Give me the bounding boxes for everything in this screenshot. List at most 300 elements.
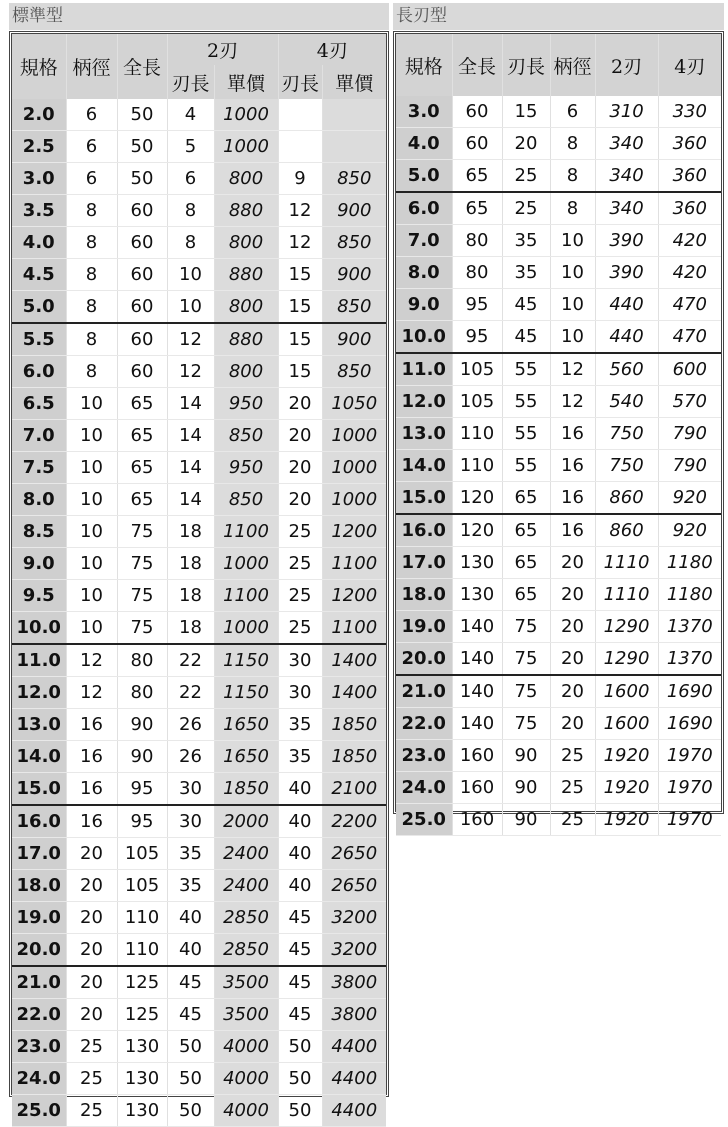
table-cell: 1600 (595, 708, 658, 740)
table-cell: 5.5 (12, 323, 66, 356)
table-cell: 1290 (595, 611, 658, 643)
table-cell: 50 (278, 1031, 322, 1063)
table-cell: 8.5 (12, 516, 66, 548)
long-table-body (396, 96, 721, 836)
table-cell (278, 99, 322, 131)
standard-table (12, 34, 386, 1127)
table-cell: 3800 (322, 999, 386, 1031)
table-cell: 105 (452, 386, 502, 418)
table-cell: 10 (550, 289, 595, 321)
table-row (396, 160, 721, 193)
table-cell: 600 (658, 353, 721, 386)
table-cell: 75 (117, 580, 167, 612)
table-cell: 1000 (214, 612, 278, 645)
table-cell: 25 (502, 192, 550, 225)
table-cell: 1110 (595, 547, 658, 579)
table-cell: 60 (117, 323, 167, 356)
table-cell: 95 (117, 805, 167, 838)
table-cell: 25 (550, 804, 595, 836)
table-cell: 60 (117, 291, 167, 324)
table-cell: 12 (278, 227, 322, 259)
table-cell: 4.0 (12, 227, 66, 259)
table-cell: 10.0 (12, 612, 66, 645)
table-cell: 21.0 (12, 966, 66, 999)
table-cell (322, 131, 386, 163)
table-row (396, 514, 721, 547)
table-cell: 40 (278, 838, 322, 870)
table-cell: 7.0 (396, 225, 452, 257)
table-cell: 75 (117, 516, 167, 548)
table-row (396, 192, 721, 225)
table-cell: 60 (117, 259, 167, 291)
table-cell: 4.0 (396, 128, 452, 160)
table-cell: 13.0 (396, 418, 452, 450)
table-cell: 1920 (595, 740, 658, 772)
long-header-total-length: 全長 (452, 34, 502, 96)
table-cell: 800 (214, 291, 278, 324)
table-cell: 2650 (322, 838, 386, 870)
table-cell: 12 (66, 677, 117, 709)
table-cell: 35 (502, 257, 550, 289)
table-row (12, 677, 386, 709)
table-cell: 1000 (322, 420, 386, 452)
table-cell: 20 (550, 611, 595, 643)
table-cell: 25 (550, 772, 595, 804)
table-cell: 50 (167, 1095, 214, 1127)
table-cell: 13.0 (12, 709, 66, 741)
table-cell: 16 (66, 805, 117, 838)
table-cell: 50 (278, 1095, 322, 1127)
table-cell: 3.0 (396, 96, 452, 128)
table-cell: 16.0 (12, 805, 66, 838)
table-cell: 470 (658, 321, 721, 354)
table-cell: 60 (452, 128, 502, 160)
table-cell: 920 (658, 514, 721, 547)
table-cell: 20.0 (396, 643, 452, 676)
table-cell: 1690 (658, 675, 721, 708)
table-cell: 1690 (658, 708, 721, 740)
table-row (12, 805, 386, 838)
table-cell: 55 (502, 418, 550, 450)
table-row (12, 291, 386, 324)
table-cell: 1400 (322, 644, 386, 677)
table-cell: 45 (502, 289, 550, 321)
table-cell: 18 (167, 548, 214, 580)
table-cell: 1970 (658, 804, 721, 836)
table-cell: 2.0 (12, 99, 66, 131)
table-cell: 65 (502, 514, 550, 547)
table-cell: 6 (167, 163, 214, 195)
table-cell: 8 (66, 227, 117, 259)
header-four-flute-blade: 刃長 (278, 65, 322, 99)
table-cell: 55 (502, 386, 550, 418)
table-cell: 790 (658, 450, 721, 482)
table-cell: 390 (595, 225, 658, 257)
table-cell: 10 (66, 484, 117, 516)
table-cell: 25 (278, 580, 322, 612)
table-cell: 12.0 (12, 677, 66, 709)
table-cell: 30 (167, 805, 214, 838)
table-cell: 45 (502, 321, 550, 354)
table-cell: 1100 (322, 548, 386, 580)
table-cell: 60 (117, 356, 167, 388)
table-cell: 1850 (322, 709, 386, 741)
table-row (12, 580, 386, 612)
table-cell: 420 (658, 225, 721, 257)
table-cell: 130 (452, 579, 502, 611)
table-cell: 1100 (214, 516, 278, 548)
table-cell: 440 (595, 289, 658, 321)
table-cell: 440 (595, 321, 658, 354)
table-cell: 800 (214, 356, 278, 388)
table-row (12, 356, 386, 388)
standard-title: 標準型 (9, 3, 389, 30)
table-cell: 40 (278, 870, 322, 902)
table-cell: 1150 (214, 644, 278, 677)
table-cell: 8 (66, 356, 117, 388)
table-cell: 340 (595, 160, 658, 193)
table-cell: 80 (452, 225, 502, 257)
table-cell: 10 (66, 452, 117, 484)
table-cell: 8 (167, 227, 214, 259)
table-cell: 7.0 (12, 420, 66, 452)
table-row (12, 323, 386, 356)
table-cell: 40 (167, 902, 214, 934)
table-cell: 6 (66, 131, 117, 163)
table-cell: 90 (502, 772, 550, 804)
table-cell: 10 (167, 291, 214, 324)
table-cell: 18.0 (12, 870, 66, 902)
table-row (12, 902, 386, 934)
table-cell: 20 (66, 999, 117, 1031)
table-cell: 8 (550, 192, 595, 225)
table-cell: 1920 (595, 804, 658, 836)
table-cell: 18.0 (396, 579, 452, 611)
table-cell: 1970 (658, 740, 721, 772)
table-cell: 60 (117, 227, 167, 259)
table-cell: 17.0 (12, 838, 66, 870)
table-cell: 20 (278, 484, 322, 516)
table-cell: 8 (66, 195, 117, 227)
table-cell: 20 (550, 643, 595, 676)
table-cell: 570 (658, 386, 721, 418)
table-cell: 19.0 (12, 902, 66, 934)
table-cell: 20 (66, 838, 117, 870)
table-cell: 140 (452, 675, 502, 708)
table-cell: 900 (322, 323, 386, 356)
table-cell: 80 (117, 644, 167, 677)
table-cell: 45 (167, 999, 214, 1031)
table-cell: 90 (117, 709, 167, 741)
table-cell: 10 (550, 225, 595, 257)
table-row (12, 452, 386, 484)
table-cell: 2000 (214, 805, 278, 838)
table-cell: 4400 (322, 1095, 386, 1127)
table-cell: 10 (66, 388, 117, 420)
table-cell: 10 (550, 257, 595, 289)
long-header-four-flute: 4刃 (658, 34, 721, 96)
table-cell: 75 (502, 675, 550, 708)
header-two-flute-blade: 刃長 (167, 65, 214, 99)
table-cell: 65 (117, 420, 167, 452)
table-cell: 22.0 (396, 708, 452, 740)
table-row (12, 548, 386, 580)
table-cell: 50 (117, 131, 167, 163)
table-cell: 340 (595, 128, 658, 160)
table-row (396, 289, 721, 321)
table-row (12, 227, 386, 259)
table-cell: 65 (117, 388, 167, 420)
table-row (396, 643, 721, 676)
header-spec: 規格 (12, 34, 66, 99)
table-cell: 15 (502, 96, 550, 128)
table-cell: 21.0 (396, 675, 452, 708)
table-cell: 900 (322, 195, 386, 227)
header-two-flute-price: 單價 (214, 65, 278, 99)
long-header-shank: 柄徑 (550, 34, 595, 96)
table-cell: 860 (595, 514, 658, 547)
table-cell: 105 (117, 838, 167, 870)
table-cell: 1400 (322, 677, 386, 709)
table-cell: 2400 (214, 838, 278, 870)
table-cell: 60 (117, 195, 167, 227)
table-cell: 10 (550, 321, 595, 354)
table-cell: 140 (452, 708, 502, 740)
table-cell: 50 (117, 99, 167, 131)
table-cell: 1920 (595, 772, 658, 804)
table-cell: 25 (66, 1063, 117, 1095)
table-cell: 18 (167, 580, 214, 612)
table-cell: 50 (278, 1063, 322, 1095)
table-cell: 10 (66, 516, 117, 548)
header-four-flute: 4刃 (278, 34, 386, 65)
table-row (12, 999, 386, 1031)
long-header-blade-length: 刃長 (502, 34, 550, 96)
table-cell: 50 (117, 163, 167, 195)
table-cell: 18 (167, 612, 214, 645)
table-row (396, 225, 721, 257)
table-row (12, 259, 386, 291)
table-cell: 25 (66, 1095, 117, 1127)
table-cell: 95 (452, 289, 502, 321)
table-cell: 920 (658, 482, 721, 515)
table-row (12, 420, 386, 452)
table-cell: 35 (278, 741, 322, 773)
table-cell: 4000 (214, 1095, 278, 1127)
table-cell: 6 (550, 96, 595, 128)
header-shank: 柄徑 (66, 34, 117, 99)
table-cell: 310 (595, 96, 658, 128)
table-cell: 1200 (322, 580, 386, 612)
table-cell: 25.0 (396, 804, 452, 836)
table-cell: 9 (278, 163, 322, 195)
table-cell: 55 (502, 353, 550, 386)
table-cell: 1290 (595, 643, 658, 676)
table-cell: 3500 (214, 966, 278, 999)
table-cell: 35 (167, 870, 214, 902)
table-cell: 16 (66, 773, 117, 806)
table-cell: 2100 (322, 773, 386, 806)
table-cell: 1180 (658, 547, 721, 579)
table-cell: 880 (214, 259, 278, 291)
table-cell: 65 (502, 482, 550, 515)
table-cell: 8.0 (12, 484, 66, 516)
table-cell: 1000 (214, 548, 278, 580)
table-cell: 25.0 (12, 1095, 66, 1127)
table-cell: 25 (278, 516, 322, 548)
table-cell: 25 (278, 612, 322, 645)
table-row (396, 353, 721, 386)
table-cell: 23.0 (12, 1031, 66, 1063)
table-cell: 5 (167, 131, 214, 163)
table-cell: 11.0 (12, 644, 66, 677)
table-cell: 6.5 (12, 388, 66, 420)
table-cell: 20 (66, 966, 117, 999)
table-cell: 24.0 (12, 1063, 66, 1095)
table-cell: 750 (595, 418, 658, 450)
table-cell: 4400 (322, 1063, 386, 1095)
table-cell: 2200 (322, 805, 386, 838)
table-cell: 12 (167, 356, 214, 388)
table-cell: 3.0 (12, 163, 66, 195)
table-row (396, 740, 721, 772)
table-cell: 65 (117, 452, 167, 484)
table-cell: 22 (167, 644, 214, 677)
table-cell: 65 (452, 192, 502, 225)
table-cell: 20 (278, 388, 322, 420)
table-cell: 95 (452, 321, 502, 354)
table-cell: 75 (502, 643, 550, 676)
table-cell: 14 (167, 388, 214, 420)
table-cell: 1650 (214, 709, 278, 741)
table-cell: 1850 (322, 741, 386, 773)
standard-table-frame (9, 31, 389, 1121)
table-cell: 60 (452, 96, 502, 128)
table-row (12, 484, 386, 516)
table-cell: 50 (167, 1031, 214, 1063)
table-cell: 80 (117, 677, 167, 709)
table-cell: 125 (117, 966, 167, 999)
table-row (12, 966, 386, 999)
table-cell: 8 (66, 259, 117, 291)
table-cell: 90 (502, 740, 550, 772)
table-cell: 10 (66, 580, 117, 612)
table-cell: 15 (278, 259, 322, 291)
table-cell: 1600 (595, 675, 658, 708)
table-cell: 1370 (658, 611, 721, 643)
table-cell: 16 (66, 709, 117, 741)
table-cell: 850 (322, 227, 386, 259)
table-cell: 30 (278, 677, 322, 709)
table-row (12, 1031, 386, 1063)
table-cell: 4000 (214, 1063, 278, 1095)
table-cell: 10 (66, 420, 117, 452)
table-cell: 6.0 (396, 192, 452, 225)
header-two-flute: 2刃 (167, 34, 278, 65)
table-cell: 120 (452, 482, 502, 515)
table-cell: 16 (550, 482, 595, 515)
table-cell: 130 (117, 1031, 167, 1063)
table-cell: 850 (214, 420, 278, 452)
table-cell: 12 (278, 195, 322, 227)
table-cell: 35 (502, 225, 550, 257)
table-row (396, 128, 721, 160)
table-cell: 25 (502, 160, 550, 193)
long-header-two-flute: 2刃 (595, 34, 658, 96)
table-cell: 4000 (214, 1031, 278, 1063)
table-cell: 160 (452, 740, 502, 772)
table-row (12, 838, 386, 870)
table-cell: 40 (278, 773, 322, 806)
table-row (396, 708, 721, 740)
long-header-spec: 規格 (396, 34, 452, 96)
table-cell (322, 99, 386, 131)
table-cell: 23.0 (396, 740, 452, 772)
table-cell: 20 (66, 902, 117, 934)
table-cell: 105 (452, 353, 502, 386)
table-cell: 330 (658, 96, 721, 128)
table-cell: 1000 (322, 484, 386, 516)
table-row (12, 870, 386, 902)
table-cell: 360 (658, 128, 721, 160)
table-cell: 390 (595, 257, 658, 289)
table-cell: 25 (66, 1031, 117, 1063)
table-cell: 15 (278, 291, 322, 324)
table-cell: 30 (167, 773, 214, 806)
table-cell: 340 (595, 192, 658, 225)
table-cell: 20 (550, 675, 595, 708)
table-cell: 1150 (214, 677, 278, 709)
table-cell: 110 (117, 934, 167, 967)
table-cell: 850 (214, 484, 278, 516)
table-row (396, 611, 721, 643)
table-cell: 750 (595, 450, 658, 482)
table-cell: 4.5 (12, 259, 66, 291)
table-row (396, 547, 721, 579)
table-cell: 9.5 (12, 580, 66, 612)
table-cell (278, 131, 322, 163)
table-cell: 8 (66, 323, 117, 356)
table-cell: 24.0 (396, 772, 452, 804)
table-cell: 50 (167, 1063, 214, 1095)
table-row (396, 386, 721, 418)
table-cell: 125 (117, 999, 167, 1031)
table-cell: 10 (66, 612, 117, 645)
table-cell: 15.0 (396, 482, 452, 515)
table-cell: 26 (167, 741, 214, 773)
table-cell: 8.0 (396, 257, 452, 289)
table-cell: 540 (595, 386, 658, 418)
table-cell: 14 (167, 484, 214, 516)
table-cell: 12 (167, 323, 214, 356)
table-cell: 25 (550, 740, 595, 772)
table-row (12, 709, 386, 741)
table-row (12, 516, 386, 548)
table-cell: 25 (278, 548, 322, 580)
table-cell: 65 (502, 579, 550, 611)
table-cell: 850 (322, 163, 386, 195)
table-cell: 45 (167, 966, 214, 999)
table-cell: 850 (322, 291, 386, 324)
table-cell: 130 (117, 1095, 167, 1127)
table-cell: 1180 (658, 579, 721, 611)
table-cell: 65 (117, 484, 167, 516)
table-cell: 3800 (322, 966, 386, 999)
table-cell: 16 (550, 418, 595, 450)
table-cell: 900 (322, 259, 386, 291)
table-cell: 90 (117, 741, 167, 773)
table-cell: 9.0 (12, 548, 66, 580)
